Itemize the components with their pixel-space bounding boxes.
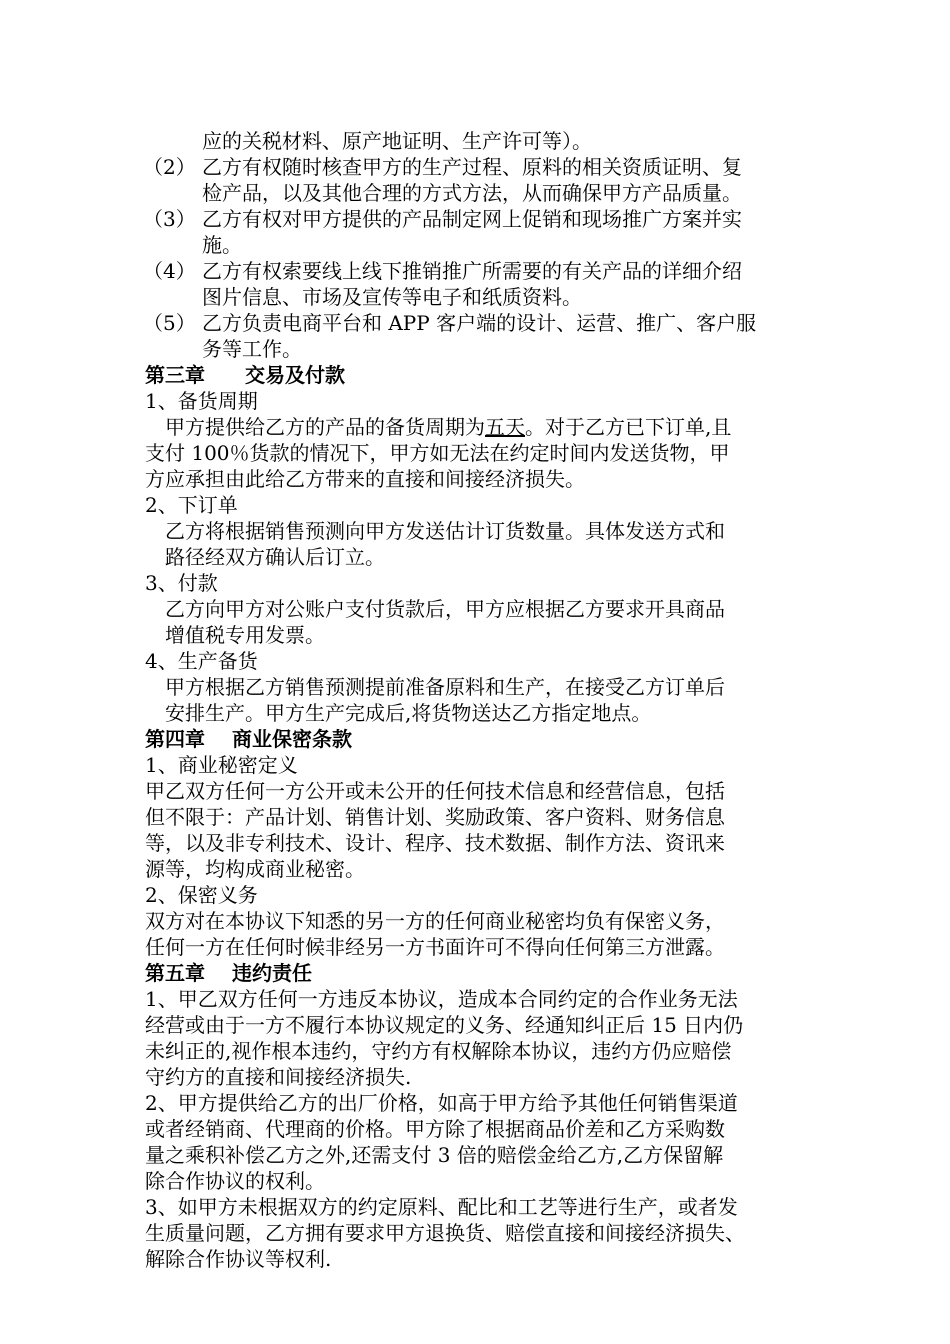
ch5-p3-line3: 解除合作协议等权利. [145,1247,332,1271]
ch3-s1-line3: 方应承担由此给乙方带来的直接和间接经济损失。 [145,467,585,491]
item3-line1: 乙方有权对甲方提供的产品制定网上促销和现场推广方案并实 [202,207,742,231]
chapter5-heading: 第五章 违约责任 [145,961,312,985]
item4-line1: 乙方有权索要线上线下推销推广所需要的有关产品的详细介绍 [202,259,742,283]
item2-line2: 检产品，以及其他合理的方式方法，从而确保甲方产品质量。 [202,181,742,205]
ch4-s1-title: 1、商业秘密定义 [145,753,298,777]
ch3-s2-line1: 乙方将根据销售预测向甲方发送估计订货数量。具体发送方式和 [165,519,725,543]
item5-number: （5） [143,311,196,335]
item4-number: （4） [143,259,196,283]
ch4-s1-line2: 但不限于：产品计划、销售计划、奖励政策、客户资料、财务信息 [145,805,725,829]
stock-period-value: 五天 [485,415,525,439]
ch3-s3-title: 3、付款 [145,571,218,595]
item1-continuation: 应的关税材料、原产地证明、生产许可等）。 [202,129,592,153]
chapter4-heading: 第四章 商业保密条款 [145,727,352,751]
ch4-s1-line3: 等，以及非专利技术、设计、程序、技术数据、制作方法、资讯来 [145,831,725,855]
ch3-s1-line1 [165,414,731,440]
ch5-p1-line3: 未纠正的,视作根本违约，守约方有权解除本协议，违约方仍应赔偿 [145,1039,732,1063]
item3-line2: 施。 [202,233,242,257]
ch5-p2-line3: 量之乘积补偿乙方之外,还需支付 3 倍的赔偿金给乙方,乙方保留解 [145,1143,724,1167]
ch5-p2-line1: 2、甲方提供给乙方的出厂价格，如高于甲方给予其他任何销售渠道 [145,1091,738,1115]
item4-line2: 图片信息、市场及宣传等电子和纸质资料。 [202,285,582,309]
ch4-s2-line1: 双方对在本协议下知悉的另一方的任何商业秘密均负有保密义务， [145,909,725,933]
ch3-s4-title: 4、生产备货 [145,649,258,673]
ch5-p3-line2: 生质量问题，乙方拥有要求甲方退换货、赔偿直接和间接经济损失、 [145,1221,745,1245]
ch4-s2-title: 2、保密义务 [145,883,258,907]
ch5-p1-line1: 1、甲乙双方任何一方违反本协议，造成本合同约定的合作业务无法 [145,987,738,1011]
ch4-s1-line4: 源等，均构成商业秘密。 [145,857,365,881]
ch3-s2-line2: 路径经双方确认后订立。 [165,545,385,569]
ch3-s3-line1: 乙方向甲方对公账户支付货款后，甲方应根据乙方要求开具商品 [165,597,725,621]
item5-line2: 务等工作。 [202,337,302,361]
ch3-s1-title: 1、备货周期 [145,389,258,413]
ch4-s2-line2: 任何一方在任何时候非经另一方书面许可不得向任何第三方泄露。 [145,935,725,959]
item5-line1: 乙方负责电商平台和 APP 客户端的设计、运营、推广、客户服 [202,311,757,335]
ch5-p2-line2: 或者经销商、代理商的价格。甲方除了根据商品价差和乙方采购数 [145,1117,725,1141]
ch4-s1-line1: 甲乙双方任何一方公开或未公开的任何技术信息和经营信息，包括 [145,779,725,803]
item3-number: （3） [143,207,196,231]
ch3-s1-line1-b: 。对于乙方已下订单,且 [525,415,732,439]
item2-line1: 乙方有权随时核查甲方的生产过程、原料的相关资质证明、复 [202,155,742,179]
ch3-s4-line2: 安排生产。甲方生产完成后,将货物送达乙方指定地点。 [165,701,652,725]
ch3-s1-line2: 支付 100％货款的情况下，甲方如无法在约定时间内发送货物，甲 [145,441,730,465]
item2-number: （2） [143,155,196,179]
ch3-s3-line2: 增值税专用发票。 [165,623,325,647]
ch3-s4-line1: 甲方根据乙方销售预测提前准备原料和生产，在接受乙方订单后 [165,675,725,699]
ch5-p3-line1: 3、如甲方未根据双方的约定原料、配比和工艺等进行生产，或者发 [145,1195,738,1219]
ch3-s1-line1-a: 甲方提供给乙方的产品的备货周期为 [165,415,485,439]
ch5-p1-line4: 守约方的直接和间接经济损失. [145,1065,412,1089]
ch5-p1-line2: 经营或由于一方不履行本协议规定的义务、经通知纠正后 15 日内仍 [145,1013,744,1037]
ch3-s2-title: 2、下订单 [145,493,238,517]
ch5-p2-line4: 除合作协议的权利。 [145,1169,325,1193]
chapter3-heading: 第三章 交易及付款 [145,363,345,387]
